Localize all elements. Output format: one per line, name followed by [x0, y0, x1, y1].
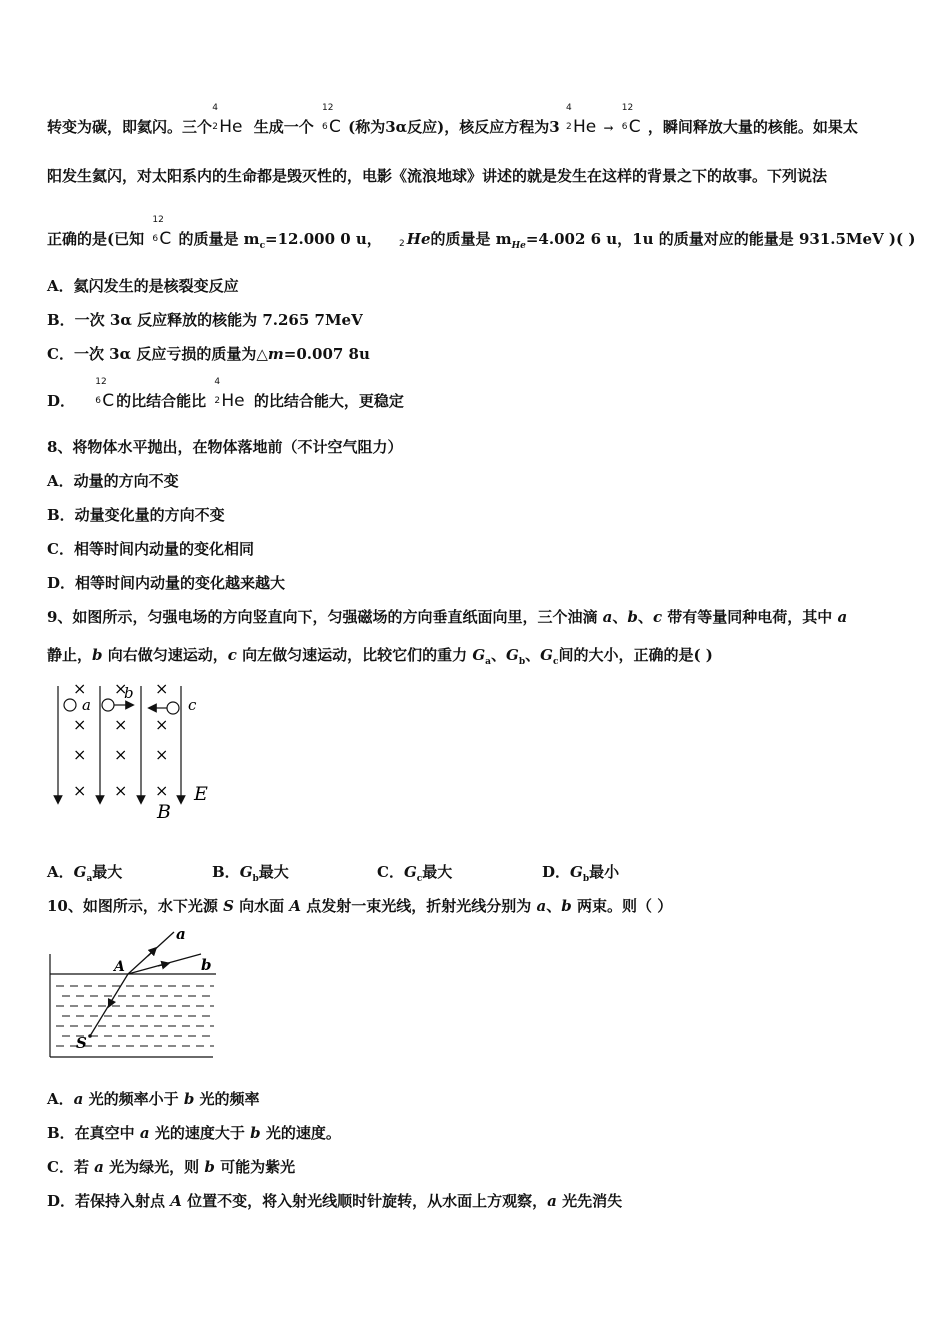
q10-stem: 10、如图所示，水下光源 S 向水面 A 点发射一束光线，折射光线分别为 a、b 两束。则（ ） — [47, 897, 673, 915]
text: 的质量是 m — [430, 230, 512, 248]
svg-text:×: × — [73, 679, 87, 698]
carbon-isotope: 12 6 C — [321, 103, 341, 137]
q9-option-b[interactable]: B．$G_b$最大 — [212, 863, 289, 884]
droplet-c — [167, 702, 179, 714]
q8-stem: 8、将物体水平抛出，在物体落地前（不计空气阻力） — [47, 438, 403, 456]
q9-field-figure — [46, 678, 226, 828]
text: 正确的是(已知 — [47, 230, 145, 248]
q9-option-c[interactable]: C．$G_c$最大 — [377, 863, 453, 884]
q8-option-d[interactable]: D．相等时间内动量的变化越来越大 — [47, 574, 286, 592]
svg-text:×: × — [155, 679, 169, 698]
q7-option-c[interactable]: C．一次 3α 反应亏损的质量为△m=0.007 8u — [47, 345, 370, 363]
svg-text:×: × — [114, 715, 128, 734]
text: =12.000 0 u， — [265, 230, 382, 248]
subscript: c — [259, 241, 266, 251]
text: He — [406, 230, 431, 248]
label-ray-a: a — [176, 925, 186, 943]
text: 生成一个 — [253, 118, 314, 136]
svg-text:×: × — [114, 781, 128, 800]
q10-option-a[interactable]: A．a 光的频率小于 b 光的频率 — [47, 1090, 260, 1108]
label-a: a — [82, 696, 91, 714]
carbon-isotope: 12 6 C — [95, 377, 115, 411]
q7-stem-line2: 阳发生氦闪，对太阳系内的生命都是毁灭性的，电影《流浪地球》讲述的就是发生在这样的背景之下的故事。下列说法 — [47, 167, 828, 185]
q10-refraction-figure — [46, 924, 221, 1064]
carbon-isotope: 12 6 C — [621, 103, 641, 137]
svg-text:×: × — [114, 679, 128, 698]
svg-text:×: × — [73, 745, 87, 764]
q7-option-d[interactable]: D． 12 6 C 的比结合能比 4 2 He 的比结合能大，更稳定 — [47, 377, 404, 411]
svg-text:×: × — [155, 781, 169, 800]
carbon-isotope: 12 6 C — [152, 215, 172, 249]
helium-charge: 2 — [399, 239, 405, 249]
q10-option-d[interactable]: D．若保持入射点 A 位置不变，将入射光线顺时针旋转，从水面上方观察，a 光先消失 — [47, 1192, 623, 1210]
label-c: c — [188, 696, 197, 714]
q8-option-a[interactable]: A．动量的方向不变 — [47, 472, 179, 490]
label-b-field: B — [157, 801, 171, 823]
text: ，瞬间释放大量的核能。如果太 — [647, 118, 858, 136]
svg-text:×: × — [73, 715, 87, 734]
label-s: S — [76, 1034, 87, 1052]
q9-option-a[interactable]: A．$G_a$最大 — [47, 863, 123, 884]
text: 的质量是 m — [178, 230, 260, 248]
svg-text:×: × — [155, 745, 169, 764]
q9-option-d[interactable]: D．$G_b$最小 — [542, 863, 620, 884]
subscript: He — [511, 241, 526, 251]
q8-option-b[interactable]: B．动量变化量的方向不变 — [47, 506, 225, 524]
svg-text:×: × — [73, 781, 87, 800]
text: (称为3α反应)，核反应方程为3 — [348, 118, 560, 136]
arrow: → — [603, 121, 614, 135]
q7-stem-line1 — [47, 103, 858, 137]
q7-option-b[interactable]: B．一次 3α 反应释放的核能为 7.265 7MeV — [47, 311, 363, 329]
q9-stem-line1: 9、如图所示，匀强电场的方向竖直向下，匀强磁场的方向垂直纸面向里，三个油滴 a、b、c 带有等量同种电荷，其中 a — [47, 608, 848, 626]
helium-isotope: 4 2 He — [212, 103, 243, 137]
helium-isotope: 4 2 He — [214, 377, 245, 411]
q10-option-c[interactable]: C．若 a 光为绿光，则 b 可能为紫光 — [47, 1158, 296, 1176]
droplet-a — [64, 699, 76, 711]
helium-isotope: 4 2 He — [565, 103, 597, 137]
q8-option-c[interactable]: C．相等时间内动量的变化相同 — [47, 540, 254, 558]
source-point — [88, 1034, 92, 1038]
svg-text:×: × — [155, 715, 169, 734]
text: 转变为碳，即氦闪。三个 — [47, 118, 213, 136]
label-a-point: A — [114, 959, 125, 975]
text: =4.002 6 u，1u 的质量对应的能量是 931.5MeV )( ) — [525, 230, 916, 248]
q10-option-b[interactable]: B．在真空中 a 光的速度大于 b 光的速度。 — [47, 1124, 341, 1142]
droplet-b — [102, 699, 114, 711]
q7-stem-line3 — [47, 215, 916, 251]
svg-text:×: × — [114, 745, 128, 764]
label-ray-b: b — [201, 956, 212, 974]
label-b: b — [124, 684, 134, 702]
q9-stem-line2: 静止，b 向右做匀速运动，c 向左做匀速运动，比较它们的重力 $G_a$、$G_b$、$G_c$间的大小，正确的是( ) — [47, 646, 713, 667]
incident-ray — [90, 974, 128, 1036]
label-e: E — [194, 783, 208, 805]
q7-option-a[interactable]: A．氦闪发生的是核裂变反应 — [47, 277, 239, 295]
